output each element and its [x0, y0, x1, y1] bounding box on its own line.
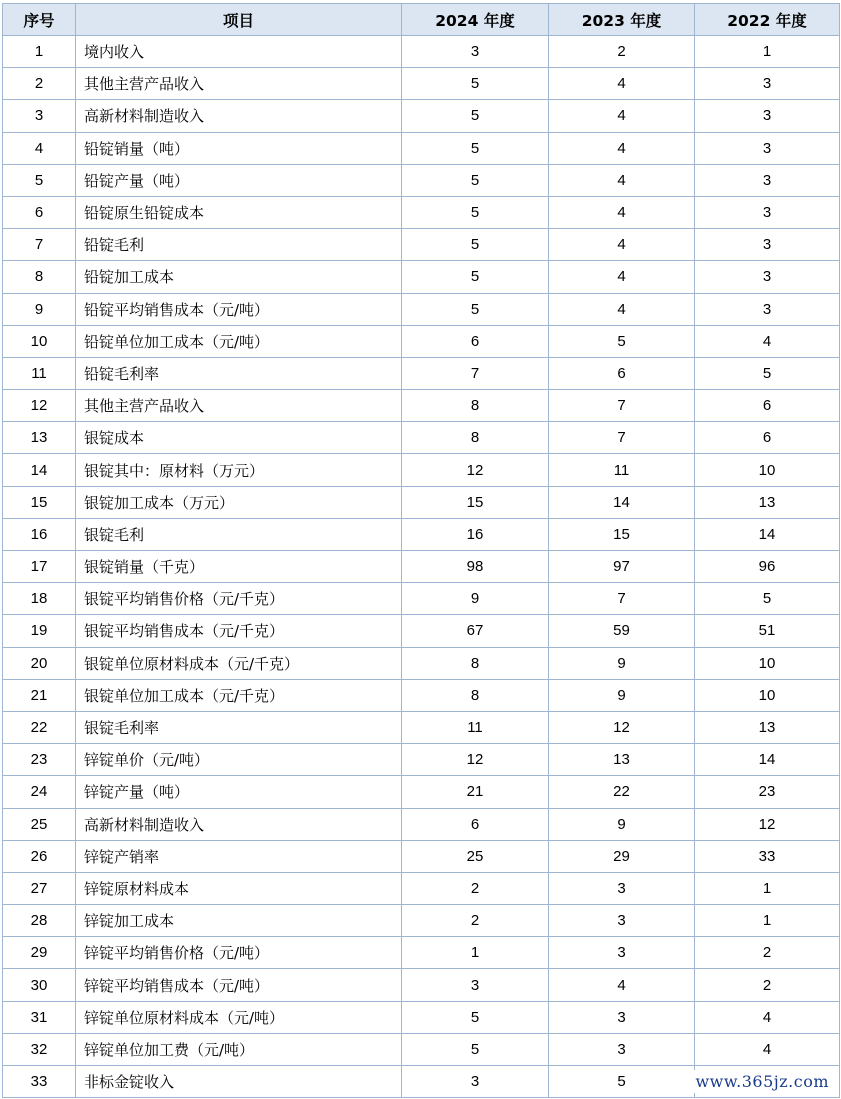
cell-2023: 6	[549, 357, 695, 389]
table-row	[3, 840, 840, 872]
cell-2024: 5	[402, 132, 549, 164]
table-row	[3, 486, 840, 518]
table-row	[3, 325, 840, 357]
row-number: 17	[3, 551, 76, 583]
header-row	[3, 4, 840, 36]
cell-2023: 9	[549, 679, 695, 711]
cell-2022: 13	[695, 486, 840, 518]
cell-2023: 59	[549, 615, 695, 647]
row-number: 33	[3, 1066, 76, 1098]
cell-2024: 9	[402, 583, 549, 615]
table-row	[3, 36, 840, 68]
table-row	[3, 647, 840, 679]
cell-2022: 3	[695, 132, 840, 164]
row-number: 6	[3, 196, 76, 228]
row-item: 其他主营产品收入	[76, 68, 402, 100]
cell-2022: 23	[695, 776, 840, 808]
cell-2022: 33	[695, 840, 840, 872]
cell-2023: 4	[549, 229, 695, 261]
cell-2024: 8	[402, 390, 549, 422]
row-number: 14	[3, 454, 76, 486]
cell-2022: 1	[695, 872, 840, 904]
cell-2024: 67	[402, 615, 549, 647]
table-row	[3, 679, 840, 711]
row-number: 15	[3, 486, 76, 518]
row-number: 12	[3, 390, 76, 422]
cell-2022: 6	[695, 390, 840, 422]
row-number: 7	[3, 229, 76, 261]
cell-2024: 5	[402, 229, 549, 261]
table-row	[3, 744, 840, 776]
cell-2022: 3	[695, 100, 840, 132]
cell-2023: 7	[549, 583, 695, 615]
cell-2024: 5	[402, 261, 549, 293]
cell-2023: 4	[549, 68, 695, 100]
row-number: 26	[3, 840, 76, 872]
row-item: 非标金锭收入	[76, 1066, 402, 1098]
row-item: 银锭平均销售价格（元/千克）	[76, 583, 402, 615]
row-number: 9	[3, 293, 76, 325]
cell-2022: 1	[695, 36, 840, 68]
watermark: www.365jz.com	[691, 1070, 833, 1093]
table-row	[3, 229, 840, 261]
cell-2024: 2	[402, 905, 549, 937]
row-item: 锌锭原材料成本	[76, 872, 402, 904]
cell-2024: 5	[402, 164, 549, 196]
table-row	[3, 551, 840, 583]
cell-2022: 2	[695, 937, 840, 969]
cell-2023: 5	[549, 1066, 695, 1098]
cell-2023: 9	[549, 808, 695, 840]
table-row	[3, 293, 840, 325]
table-row	[3, 1033, 840, 1065]
row-item: 锌锭加工成本	[76, 905, 402, 937]
row-item: 锌锭单位加工费（元/吨）	[76, 1033, 402, 1065]
row-number: 24	[3, 776, 76, 808]
cell-2023: 97	[549, 551, 695, 583]
row-number: 18	[3, 583, 76, 615]
cell-2024: 8	[402, 679, 549, 711]
row-item: 银锭成本	[76, 422, 402, 454]
cell-2022: 14	[695, 518, 840, 550]
row-item: 锌锭产量（吨）	[76, 776, 402, 808]
header-item: 项目	[76, 4, 402, 36]
row-number: 11	[3, 357, 76, 389]
cell-2022: 5	[695, 357, 840, 389]
cell-2023: 4	[549, 132, 695, 164]
table-row	[3, 583, 840, 615]
cell-2024: 6	[402, 325, 549, 357]
table-row	[3, 969, 840, 1001]
cell-2022: 10	[695, 647, 840, 679]
table-row	[3, 390, 840, 422]
cell-2023: 4	[549, 969, 695, 1001]
row-item: 铅锭毛利	[76, 229, 402, 261]
row-item: 高新材料制造收入	[76, 100, 402, 132]
table-row	[3, 808, 840, 840]
cell-2022: 14	[695, 744, 840, 776]
row-number: 10	[3, 325, 76, 357]
cell-2023: 7	[549, 422, 695, 454]
table-row	[3, 132, 840, 164]
cell-2024: 5	[402, 1033, 549, 1065]
row-number: 1	[3, 36, 76, 68]
cell-2023: 4	[549, 100, 695, 132]
table-row	[3, 937, 840, 969]
cell-2023: 3	[549, 937, 695, 969]
row-number: 31	[3, 1001, 76, 1033]
cell-2022: 51	[695, 615, 840, 647]
cell-2024: 7	[402, 357, 549, 389]
cell-2023: 4	[549, 261, 695, 293]
cell-2024: 11	[402, 711, 549, 743]
row-item: 锌锭平均销售成本（元/吨）	[76, 969, 402, 1001]
row-item: 银锭毛利率	[76, 711, 402, 743]
row-item: 高新材料制造收入	[76, 808, 402, 840]
cell-2022: 12	[695, 808, 840, 840]
table-row	[3, 100, 840, 132]
header-2022: 2022 年度	[695, 4, 840, 36]
row-item: 锌锭单价（元/吨）	[76, 744, 402, 776]
cell-2023: 3	[549, 1001, 695, 1033]
cell-2024: 1	[402, 937, 549, 969]
table-row	[3, 872, 840, 904]
cell-2024: 5	[402, 68, 549, 100]
cell-2024: 5	[402, 1001, 549, 1033]
cell-2024: 3	[402, 36, 549, 68]
cell-2022: 2	[695, 969, 840, 1001]
cell-2022: 4	[695, 1033, 840, 1065]
cell-2024: 3	[402, 1066, 549, 1098]
row-number: 19	[3, 615, 76, 647]
row-item: 银锭毛利	[76, 518, 402, 550]
row-number: 29	[3, 937, 76, 969]
row-number: 23	[3, 744, 76, 776]
cell-2024: 21	[402, 776, 549, 808]
row-number: 13	[3, 422, 76, 454]
cell-2024: 25	[402, 840, 549, 872]
row-item: 银锭单位原材料成本（元/千克）	[76, 647, 402, 679]
cell-2023: 3	[549, 872, 695, 904]
cell-2022: 3	[695, 196, 840, 228]
data-table	[2, 3, 840, 1098]
cell-2022: 10	[695, 679, 840, 711]
row-number: 8	[3, 261, 76, 293]
table-row	[3, 422, 840, 454]
cell-2022: 13	[695, 711, 840, 743]
row-number: 5	[3, 164, 76, 196]
row-item: 铅锭原生铅锭成本	[76, 196, 402, 228]
cell-2023: 15	[549, 518, 695, 550]
cell-2023: 7	[549, 390, 695, 422]
cell-2022: 3	[695, 68, 840, 100]
cell-2022: 1	[695, 905, 840, 937]
cell-2023: 22	[549, 776, 695, 808]
cell-2023: 4	[549, 293, 695, 325]
cell-2022: 3	[695, 164, 840, 196]
row-item: 锌锭单位原材料成本（元/吨）	[76, 1001, 402, 1033]
cell-2024: 6	[402, 808, 549, 840]
row-number: 3	[3, 100, 76, 132]
row-item: 铅锭产量（吨）	[76, 164, 402, 196]
table-row	[3, 1001, 840, 1033]
table-row	[3, 454, 840, 486]
cell-2023: 13	[549, 744, 695, 776]
row-number: 20	[3, 647, 76, 679]
table-row	[3, 615, 840, 647]
row-item: 铅锭单位加工成本（元/吨）	[76, 325, 402, 357]
cell-2023: 12	[549, 711, 695, 743]
cell-2023: 29	[549, 840, 695, 872]
row-number: 32	[3, 1033, 76, 1065]
row-item: 其他主营产品收入	[76, 390, 402, 422]
cell-2023: 14	[549, 486, 695, 518]
row-item: 银锭单位加工成本（元/千克）	[76, 679, 402, 711]
cell-2024: 15	[402, 486, 549, 518]
cell-2024: 98	[402, 551, 549, 583]
cell-2023: 2	[549, 36, 695, 68]
header-no: 序号	[3, 4, 76, 36]
table-row	[3, 68, 840, 100]
cell-2023: 11	[549, 454, 695, 486]
cell-2024: 5	[402, 100, 549, 132]
cell-2024: 2	[402, 872, 549, 904]
row-item: 铅锭毛利率	[76, 357, 402, 389]
cell-2024: 5	[402, 196, 549, 228]
table-row	[3, 196, 840, 228]
cell-2022: 5	[695, 583, 840, 615]
cell-2023: 9	[549, 647, 695, 679]
cell-2022: 4	[695, 325, 840, 357]
cell-2022: 96	[695, 551, 840, 583]
row-number: 16	[3, 518, 76, 550]
cell-2024: 8	[402, 647, 549, 679]
table-row	[3, 164, 840, 196]
row-number: 30	[3, 969, 76, 1001]
table-row	[3, 776, 840, 808]
cell-2023: 3	[549, 905, 695, 937]
row-item: 银锭加工成本（万元）	[76, 486, 402, 518]
row-item: 锌锭平均销售价格（元/吨）	[76, 937, 402, 969]
cell-2023: 4	[549, 164, 695, 196]
cell-2023: 4	[549, 196, 695, 228]
cell-2023: 3	[549, 1033, 695, 1065]
table-row	[3, 261, 840, 293]
cell-2022: 6	[695, 422, 840, 454]
cell-2024: 12	[402, 744, 549, 776]
cell-2024: 8	[402, 422, 549, 454]
row-item: 银锭销量（千克）	[76, 551, 402, 583]
cell-2024: 3	[402, 969, 549, 1001]
cell-2022: 3	[695, 261, 840, 293]
table-row	[3, 905, 840, 937]
row-item: 铅锭销量（吨）	[76, 132, 402, 164]
row-item: 境内收入	[76, 36, 402, 68]
header-2023: 2023 年度	[549, 4, 695, 36]
row-item: 铅锭加工成本	[76, 261, 402, 293]
row-number: 4	[3, 132, 76, 164]
cell-2022: 3	[695, 229, 840, 261]
row-number: 25	[3, 808, 76, 840]
row-number: 21	[3, 679, 76, 711]
header-2024: 2024 年度	[402, 4, 549, 36]
cell-2022: 3	[695, 293, 840, 325]
row-number: 22	[3, 711, 76, 743]
table-row	[3, 357, 840, 389]
row-number: 28	[3, 905, 76, 937]
row-item: 锌锭产销率	[76, 840, 402, 872]
table-row	[3, 711, 840, 743]
cell-2024: 5	[402, 293, 549, 325]
row-item: 银锭平均销售成本（元/千克）	[76, 615, 402, 647]
cell-2022: 10	[695, 454, 840, 486]
cell-2023: 5	[549, 325, 695, 357]
row-item: 铅锭平均销售成本（元/吨）	[76, 293, 402, 325]
cell-2024: 16	[402, 518, 549, 550]
cell-2022: 4	[695, 1001, 840, 1033]
table-row	[3, 518, 840, 550]
row-item: 银锭其中：原材料（万元）	[76, 454, 402, 486]
row-number: 2	[3, 68, 76, 100]
cell-2024: 12	[402, 454, 549, 486]
row-number: 27	[3, 872, 76, 904]
